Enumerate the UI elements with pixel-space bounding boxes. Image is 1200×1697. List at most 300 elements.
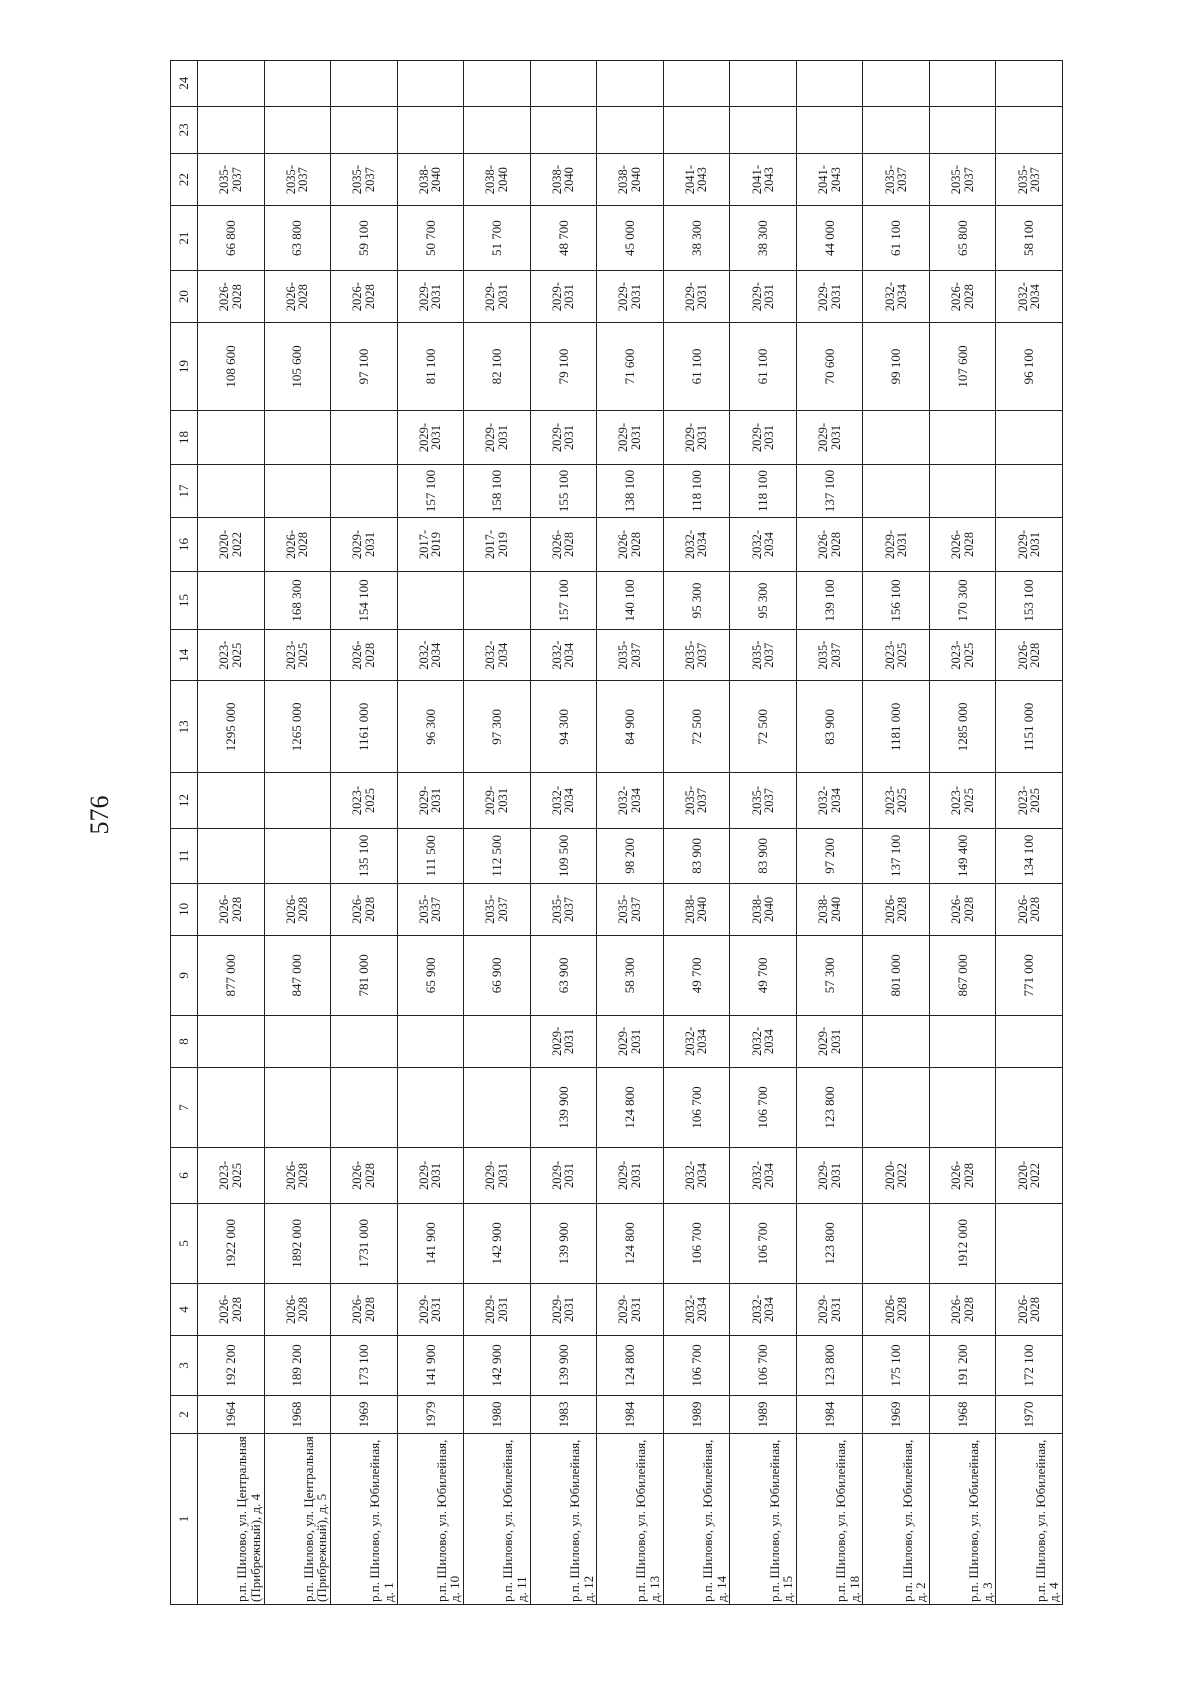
table-cell: 1969 [863, 1396, 930, 1434]
table-cell: 2032- 2034 [597, 773, 664, 828]
table-cell: 2029- 2031 [796, 1016, 863, 1068]
table-cell: 105 600 [264, 322, 331, 410]
table-cell [530, 106, 597, 154]
table-cell: 2026- 2028 [996, 629, 1063, 681]
table-cell: 112 500 [464, 828, 531, 883]
table-cell: 61 100 [863, 205, 930, 270]
table-row [198, 61, 265, 1605]
address-cell: р.п. Шилово, ул. Юбилейная, д. 15 [730, 1433, 797, 1604]
table-cell: 107 600 [929, 322, 996, 410]
table-cell: 2023- 2025 [198, 1148, 265, 1203]
table-cell: 2035- 2037 [863, 154, 930, 206]
table-cell: 106 700 [730, 1335, 797, 1395]
table-cell: 781 000 [331, 935, 398, 1016]
table-cell: 63 800 [264, 205, 331, 270]
table-cell: 2026- 2028 [530, 517, 597, 571]
table-cell: 2035- 2037 [730, 629, 797, 681]
table-cell: 2032- 2034 [730, 517, 797, 571]
table-cell: 95 300 [730, 572, 797, 630]
table-cell: 1968 [929, 1396, 996, 1434]
table-cell: 57 300 [796, 935, 863, 1016]
table-cell: 123 800 [796, 1067, 863, 1148]
table-cell: 142 900 [464, 1335, 531, 1395]
column-header-7: 7 [171, 1067, 198, 1148]
address-cell: р.п. Шилово, ул. Центральная (Прибрежный), д. 5 [264, 1433, 331, 1604]
table-cell: 2026- 2028 [597, 517, 664, 571]
table-cell [929, 1067, 996, 1148]
table-cell: 2026- 2028 [331, 629, 398, 681]
table-row [929, 61, 996, 1605]
table-cell [597, 61, 664, 107]
table-cell: 2026- 2028 [929, 1148, 996, 1203]
table-cell [198, 61, 265, 107]
table-cell: 82 100 [464, 322, 531, 410]
table-cell: 51 700 [464, 205, 531, 270]
table-cell: 1151 000 [996, 681, 1063, 773]
table-row [730, 61, 797, 1605]
table-cell [929, 61, 996, 107]
column-header-19: 19 [171, 322, 198, 410]
table-cell [331, 106, 398, 154]
table-cell [663, 106, 730, 154]
table-cell [264, 828, 331, 883]
address-cell: р.п. Шилово, ул. Юбилейная, д. 1 [331, 1433, 398, 1604]
table-cell [796, 106, 863, 154]
table-cell: 98 200 [597, 828, 664, 883]
table-cell: 2017- 2019 [397, 517, 464, 571]
table-cell [331, 465, 398, 518]
table-cell: 2038- 2040 [730, 884, 797, 936]
table-cell [397, 1067, 464, 1148]
table-cell: 2035- 2037 [464, 884, 531, 936]
table-cell: 118 100 [663, 465, 730, 518]
table-cell: 135 100 [331, 828, 398, 883]
table-cell: 79 100 [530, 322, 597, 410]
table-cell: 2026- 2028 [198, 271, 265, 323]
table-cell: 1979 [397, 1396, 464, 1434]
table-cell [264, 465, 331, 518]
table-cell [663, 61, 730, 107]
table-cell: 2023- 2025 [198, 629, 265, 681]
table-cell: 48 700 [530, 205, 597, 270]
table-cell: 2023- 2025 [264, 629, 331, 681]
table-cell: 2032- 2034 [530, 629, 597, 681]
table-cell: 2041- 2043 [730, 154, 797, 206]
table-cell: 1295 000 [198, 681, 265, 773]
table-cell: 2032- 2034 [663, 1016, 730, 1068]
table-cell: 124 800 [597, 1203, 664, 1284]
address-cell: р.п. Шилово, ул. Юбилейная, д. 13 [597, 1433, 664, 1604]
table-cell: 2029- 2031 [530, 410, 597, 464]
address-cell: р.п. Шилово, ул. Юбилейная, д. 14 [663, 1433, 730, 1604]
table-cell: 96 300 [397, 681, 464, 773]
table-cell: 139 900 [530, 1203, 597, 1284]
table-cell: 2029- 2031 [597, 271, 664, 323]
table-cell: 2032- 2034 [730, 1284, 797, 1336]
table-cell: 83 900 [663, 828, 730, 883]
table-cell: 801 000 [863, 935, 930, 1016]
table-cell: 1984 [796, 1396, 863, 1434]
table-cell: 1964 [198, 1396, 265, 1434]
table-cell [331, 1067, 398, 1148]
table-cell [929, 410, 996, 464]
table-cell: 2026- 2028 [996, 1284, 1063, 1336]
table-cell: 2026- 2028 [198, 1284, 265, 1336]
table-cell [929, 1016, 996, 1068]
table-cell: 70 600 [796, 322, 863, 410]
table-cell [264, 1016, 331, 1068]
table-cell [464, 1016, 531, 1068]
table-cell: 137 100 [796, 465, 863, 518]
table-cell: 2035- 2037 [331, 154, 398, 206]
column-header-14: 14 [171, 629, 198, 681]
table-cell: 2032- 2034 [730, 1016, 797, 1068]
table-cell: 149 400 [929, 828, 996, 883]
table-cell [863, 1203, 930, 1284]
table-cell: 2023- 2025 [863, 629, 930, 681]
table-cell: 58 100 [996, 205, 1063, 270]
table-cell: 771 000 [996, 935, 1063, 1016]
table-cell: 106 700 [730, 1203, 797, 1284]
table-cell: 2035- 2037 [730, 773, 797, 828]
table-cell: 2029- 2031 [331, 517, 398, 571]
column-header-20: 20 [171, 271, 198, 323]
address-cell: р.п. Шилово, ул. Юбилейная, д. 10 [397, 1433, 464, 1604]
table-cell: 2035- 2037 [597, 629, 664, 681]
table-cell: 2029- 2031 [663, 410, 730, 464]
table-cell: 173 100 [331, 1335, 398, 1395]
table-row [796, 61, 863, 1605]
table-cell: 141 900 [397, 1335, 464, 1395]
table-cell: 2035- 2037 [996, 154, 1063, 206]
table-cell: 877 000 [198, 935, 265, 1016]
table-cell: 2023- 2025 [863, 773, 930, 828]
table-cell: 2035- 2037 [198, 154, 265, 206]
table-cell [264, 410, 331, 464]
table-cell: 2026- 2028 [929, 884, 996, 936]
table-cell [331, 61, 398, 107]
table-cell: 2029- 2031 [730, 271, 797, 323]
table-cell [730, 106, 797, 154]
table-cell: 2035- 2037 [264, 154, 331, 206]
table-cell: 2032- 2034 [730, 1148, 797, 1203]
table-cell: 45 000 [597, 205, 664, 270]
table-cell [397, 572, 464, 630]
table-cell: 65 800 [929, 205, 996, 270]
table-cell [996, 61, 1063, 107]
table-cell: 2026- 2028 [331, 1148, 398, 1203]
table-cell [397, 61, 464, 107]
table-cell: 106 700 [730, 1067, 797, 1148]
column-header-18: 18 [171, 410, 198, 464]
table-cell: 72 500 [730, 681, 797, 773]
column-header-21: 21 [171, 205, 198, 270]
table-cell: 83 900 [730, 828, 797, 883]
table-cell: 2041- 2043 [796, 154, 863, 206]
table-cell [198, 572, 265, 630]
table-cell [863, 61, 930, 107]
table-cell [929, 465, 996, 518]
table-cell: 2032- 2034 [397, 629, 464, 681]
table-cell: 59 100 [331, 205, 398, 270]
table-cell: 97 300 [464, 681, 531, 773]
table-cell: 38 300 [730, 205, 797, 270]
table-cell: 123 800 [796, 1335, 863, 1395]
rotated-table-wrapper [170, 60, 1063, 1605]
table-row [464, 61, 531, 1605]
table-cell: 2026- 2028 [264, 884, 331, 936]
table-cell: 2020- 2022 [863, 1148, 930, 1203]
register-table [170, 60, 1063, 1605]
table-cell [397, 1016, 464, 1068]
table-cell [264, 61, 331, 107]
table-cell: 2029- 2031 [464, 1148, 531, 1203]
table-cell [397, 106, 464, 154]
table-cell: 2017- 2019 [464, 517, 531, 571]
table-cell [730, 61, 797, 107]
table-cell: 109 500 [530, 828, 597, 883]
table-cell: 139 900 [530, 1335, 597, 1395]
table-cell: 83 900 [796, 681, 863, 773]
table-cell: 2029- 2031 [397, 271, 464, 323]
table-cell: 2032- 2034 [464, 629, 531, 681]
table-cell [198, 410, 265, 464]
table-cell: 2029- 2031 [530, 1284, 597, 1336]
table-row [597, 61, 664, 1605]
column-header-24: 24 [171, 61, 198, 107]
table-cell: 156 100 [863, 572, 930, 630]
table-cell: 2035- 2037 [796, 629, 863, 681]
table-cell: 123 800 [796, 1203, 863, 1284]
table-cell: 1968 [264, 1396, 331, 1434]
table-cell: 1969 [331, 1396, 398, 1434]
table-cell: 118 100 [730, 465, 797, 518]
column-header-2: 2 [171, 1396, 198, 1434]
address-cell: р.п. Шилово, ул. Юбилейная, д. 4 [996, 1433, 1063, 1604]
table-cell [863, 106, 930, 154]
table-cell [464, 61, 531, 107]
column-header-15: 15 [171, 572, 198, 630]
table-cell: 1912 000 [929, 1203, 996, 1284]
table-row [331, 61, 398, 1605]
column-header-11: 11 [171, 828, 198, 883]
table-cell: 2023- 2025 [929, 629, 996, 681]
table-cell: 2032- 2034 [663, 1284, 730, 1336]
table-cell: 867 000 [929, 935, 996, 1016]
table-cell: 2026- 2028 [331, 884, 398, 936]
table-cell: 97 100 [331, 322, 398, 410]
table-cell: 134 100 [996, 828, 1063, 883]
table-cell: 2035- 2037 [663, 773, 730, 828]
table-cell: 2026- 2028 [331, 1284, 398, 1336]
table-row [663, 61, 730, 1605]
table-cell: 2038- 2040 [597, 154, 664, 206]
table-cell: 2026- 2028 [996, 884, 1063, 936]
table-cell: 2032- 2034 [663, 1148, 730, 1203]
table-cell: 1731 000 [331, 1203, 398, 1284]
table-cell: 2035- 2037 [530, 884, 597, 936]
table-cell: 84 900 [597, 681, 664, 773]
table-cell [996, 410, 1063, 464]
table-cell: 1980 [464, 1396, 531, 1434]
table-cell: 2035- 2037 [663, 629, 730, 681]
table-cell: 1892 000 [264, 1203, 331, 1284]
table-cell [198, 106, 265, 154]
table-cell: 66 900 [464, 935, 531, 1016]
table-cell: 2032- 2034 [863, 271, 930, 323]
table-cell: 2029- 2031 [996, 517, 1063, 571]
table-cell: 2029- 2031 [397, 773, 464, 828]
table-cell: 2026- 2028 [929, 1284, 996, 1336]
table-cell: 1989 [663, 1396, 730, 1434]
table-cell: 58 300 [597, 935, 664, 1016]
table-cell: 2026- 2028 [929, 271, 996, 323]
table-cell [198, 1016, 265, 1068]
table-cell: 95 300 [663, 572, 730, 630]
column-header-17: 17 [171, 465, 198, 518]
table-cell: 2038- 2040 [464, 154, 531, 206]
table-cell: 2026- 2028 [796, 517, 863, 571]
table-cell: 2029- 2031 [464, 410, 531, 464]
table-cell [331, 1016, 398, 1068]
table-cell [996, 1016, 1063, 1068]
address-cell: р.п. Шилово, ул. Юбилейная, д. 18 [796, 1433, 863, 1604]
column-header-9: 9 [171, 935, 198, 1016]
table-cell: 1984 [597, 1396, 664, 1434]
table-cell [863, 410, 930, 464]
table-cell: 1970 [996, 1396, 1063, 1434]
column-header-1: 1 [171, 1433, 198, 1604]
table-cell: 2026- 2028 [198, 884, 265, 936]
table-cell: 2029- 2031 [397, 410, 464, 464]
column-header-5: 5 [171, 1203, 198, 1284]
table-cell: 2032- 2034 [996, 271, 1063, 323]
address-cell: р.п. Шилово, ул. Юбилейная, д. 3 [929, 1433, 996, 1604]
table-row [863, 61, 930, 1605]
table-cell: 2029- 2031 [597, 1148, 664, 1203]
table-cell [597, 106, 664, 154]
table-cell: 157 100 [397, 465, 464, 518]
table-cell: 2038- 2040 [663, 884, 730, 936]
column-header-4: 4 [171, 1284, 198, 1336]
table-cell: 2029- 2031 [597, 410, 664, 464]
table-cell [863, 1067, 930, 1148]
table-cell: 124 800 [597, 1335, 664, 1395]
table-cell: 2020- 2022 [198, 517, 265, 571]
table-cell [996, 1067, 1063, 1148]
table-cell: 157 100 [530, 572, 597, 630]
column-header-8: 8 [171, 1016, 198, 1068]
table-cell: 139 900 [530, 1067, 597, 1148]
table-row [397, 61, 464, 1605]
table-cell: 49 700 [663, 935, 730, 1016]
table-cell: 61 100 [663, 322, 730, 410]
table-cell: 2038- 2040 [796, 884, 863, 936]
table-cell: 2029- 2031 [464, 1284, 531, 1336]
table-cell [929, 106, 996, 154]
table-cell [264, 773, 331, 828]
table-cell [331, 410, 398, 464]
table-cell: 1989 [730, 1396, 797, 1434]
column-header-6: 6 [171, 1148, 198, 1203]
column-header-23: 23 [171, 106, 198, 154]
table-cell: 2026- 2028 [929, 517, 996, 571]
table-cell: 2029- 2031 [597, 1284, 664, 1336]
table-cell [530, 61, 597, 107]
table-cell: 172 100 [996, 1335, 1063, 1395]
table-cell: 2026- 2028 [331, 271, 398, 323]
table-cell: 175 100 [863, 1335, 930, 1395]
table-cell: 2041- 2043 [663, 154, 730, 206]
table-cell: 2035- 2037 [397, 884, 464, 936]
table-cell: 153 100 [996, 572, 1063, 630]
table-cell: 2026- 2028 [264, 1148, 331, 1203]
table-cell: 2023- 2025 [929, 773, 996, 828]
table-cell: 2026- 2028 [264, 271, 331, 323]
table-cell: 2029- 2031 [796, 1284, 863, 1336]
table-cell [464, 1067, 531, 1148]
table-cell [464, 572, 531, 630]
table-cell: 137 100 [863, 828, 930, 883]
table-cell [863, 1016, 930, 1068]
table-cell: 168 300 [264, 572, 331, 630]
table-cell: 96 100 [996, 322, 1063, 410]
table-cell: 140 100 [597, 572, 664, 630]
table-cell: 106 700 [663, 1203, 730, 1284]
table-cell: 2026- 2028 [863, 884, 930, 936]
column-header-3: 3 [171, 1335, 198, 1395]
address-cell: р.п. Шилово, ул. Юбилейная, д. 12 [530, 1433, 597, 1604]
table-cell: 81 100 [397, 322, 464, 410]
table-cell: 2026- 2028 [264, 1284, 331, 1336]
table-cell: 2029- 2031 [530, 271, 597, 323]
table-cell: 2026- 2028 [264, 517, 331, 571]
table-cell: 2029- 2031 [730, 410, 797, 464]
table-cell: 2023- 2025 [331, 773, 398, 828]
column-header-12: 12 [171, 773, 198, 828]
table-row [264, 61, 331, 1605]
column-header-13: 13 [171, 681, 198, 773]
table-cell: 2029- 2031 [530, 1148, 597, 1203]
table-cell: 847 000 [264, 935, 331, 1016]
table-cell: 108 600 [198, 322, 265, 410]
table-cell: 2029- 2031 [796, 271, 863, 323]
table-cell: 2029- 2031 [863, 517, 930, 571]
table-cell: 2029- 2031 [663, 271, 730, 323]
table-cell [264, 106, 331, 154]
column-number-row [171, 61, 198, 1605]
table-cell: 2029- 2031 [397, 1148, 464, 1203]
table-cell: 2023- 2025 [996, 773, 1063, 828]
table-cell: 44 000 [796, 205, 863, 270]
table-cell: 2032- 2034 [530, 773, 597, 828]
table-cell: 189 200 [264, 1335, 331, 1395]
table-cell: 2026- 2028 [863, 1284, 930, 1336]
address-cell: р.п. Шилово, ул. Юбилейная, д. 2 [863, 1433, 930, 1604]
table-cell: 2032- 2034 [796, 773, 863, 828]
table-cell: 99 100 [863, 322, 930, 410]
table-cell: 154 100 [331, 572, 398, 630]
table-cell: 1922 000 [198, 1203, 265, 1284]
table-cell: 94 300 [530, 681, 597, 773]
page-number: 576 [85, 795, 114, 835]
table-cell: 1265 000 [264, 681, 331, 773]
table-cell: 2038- 2040 [397, 154, 464, 206]
column-header-22: 22 [171, 154, 198, 206]
table-cell [863, 465, 930, 518]
table-cell: 71 600 [597, 322, 664, 410]
address-cell: р.п. Шилово, ул. Юбилейная, д. 11 [464, 1433, 531, 1604]
